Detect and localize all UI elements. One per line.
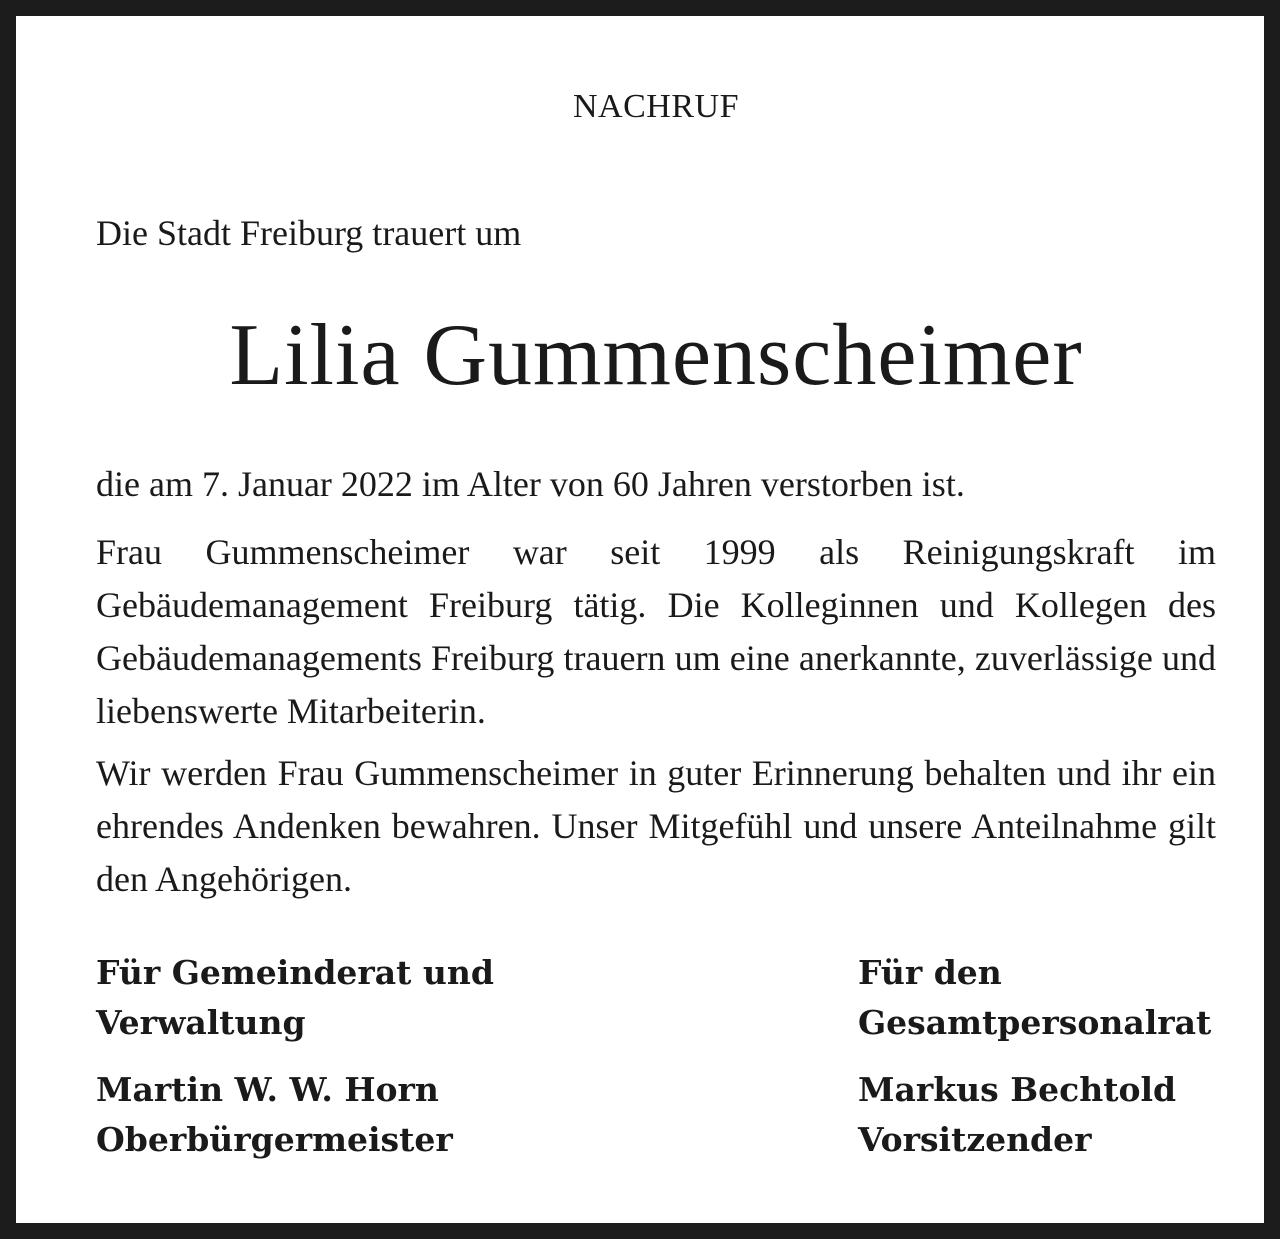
- obituary-heading: NACHRUF: [573, 88, 739, 125]
- signature-org-line1: Für den: [858, 953, 1002, 992]
- signature-org-line2: Gesamtpersonalrat: [858, 1003, 1212, 1042]
- deceased-name: Lilia Gummenscheimer: [229, 307, 1083, 404]
- signature-org-line1: Für Gemeinderat und: [96, 953, 494, 992]
- paragraph-condolence: Wir werden Frau Gummenscheimer in guter Erinnerung behalten und ihr ein ehrendes Andenken bewahren. Unser Mitgefühl und unsere Anteilnahme gilt den Angehörigen.: [96, 753, 1216, 899]
- signature-block-staff-council: [858, 948, 1211, 1165]
- paragraph-death-date: die am 7. Januar 2022 im Alter von 60 Jahren verstorben ist.: [96, 464, 965, 504]
- signature-block-council: [96, 948, 494, 1165]
- signature-person: Markus Bechtold: [858, 1070, 1177, 1109]
- paragraph-employment: Frau Gummenscheimer war seit 1999 als Reinigungskraft im Gebäudemanagement Freiburg tätig. Die Kolleginnen und Kollegen des Gebäudemanagements Freiburg trauern um eine anerkannte, zuverlässige und liebenswerte Mitarbeiterin.: [96, 532, 1216, 731]
- signature-title: Vorsitzender: [858, 1120, 1092, 1159]
- intro-text: Die Stadt Freiburg trauert um: [96, 213, 522, 253]
- signature-org-line2: Verwaltung: [96, 1003, 306, 1042]
- signature-person: Martin W. W. Horn: [96, 1070, 439, 1109]
- signature-title: Oberbürgermeister: [96, 1120, 453, 1159]
